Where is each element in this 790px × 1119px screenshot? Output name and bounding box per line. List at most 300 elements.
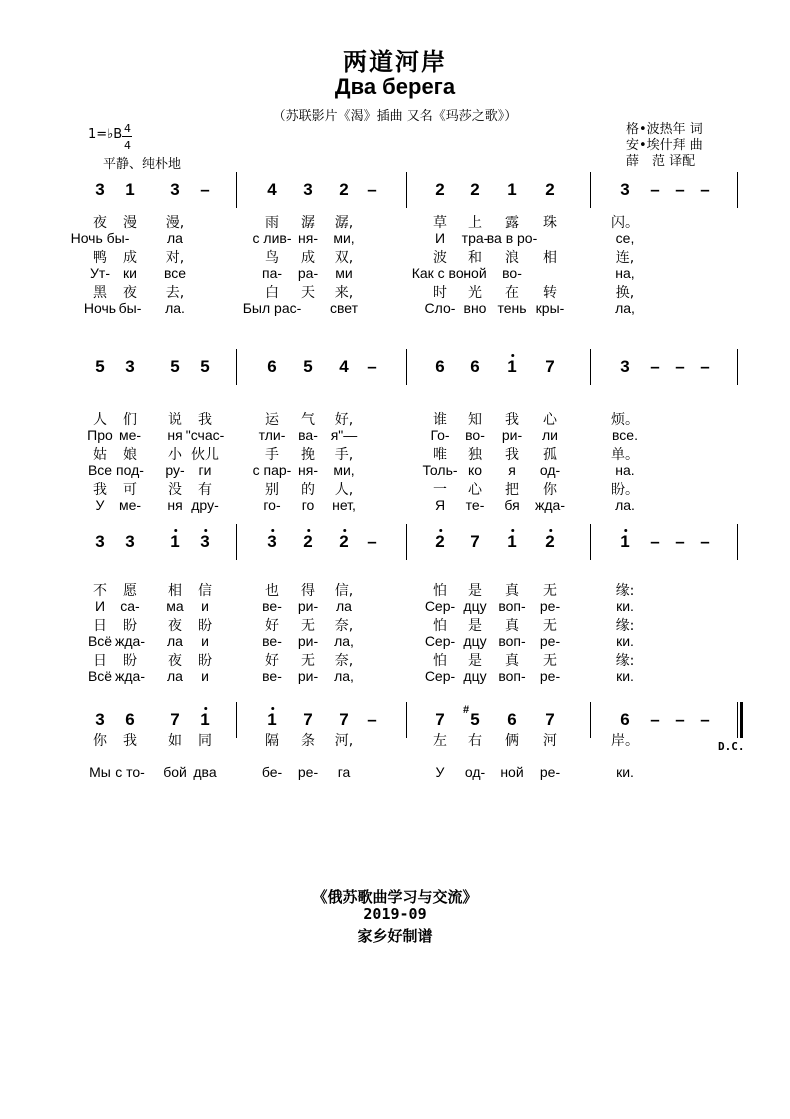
lyric-syllable: вно [463, 299, 487, 316]
lyric-syllable: все [163, 264, 187, 281]
note: 1 [507, 180, 517, 199]
note: 2 [339, 532, 349, 551]
lyric-syllable: те- [465, 496, 485, 513]
barline [406, 524, 407, 560]
lyric-syllable: 你 [93, 733, 107, 749]
lyric-syllable: ла, [615, 299, 635, 316]
lyric-syllable: 单。 [611, 447, 639, 463]
lyric-syllable: ми, [333, 229, 355, 246]
lyric-syllable: 日 [93, 653, 107, 669]
lyric-syllable: 孤 [543, 447, 557, 463]
note: 7 [545, 357, 555, 376]
lyric-syllable: 双, [334, 250, 354, 266]
lyric-syllable: 俩 [505, 733, 519, 749]
lyric-syllable: на, [615, 264, 635, 281]
lyric-syllable: дцу [463, 597, 487, 614]
lyric-syllable: 真 [505, 618, 519, 634]
lyric-syllable: жда- [115, 632, 145, 649]
footer-source: 《俄苏歌曲学习与交流》 [312, 888, 478, 906]
lyric-syllable: 左 [433, 733, 447, 749]
lyric-syllable: и [201, 667, 209, 684]
lyric-syllable: 盼 [198, 653, 212, 669]
lyric-syllable: два [193, 764, 217, 780]
note: 1 [507, 357, 517, 376]
note: 5 [170, 357, 180, 376]
lyric-syllable: ма [166, 597, 184, 614]
lyric-syllable: 缘: [615, 618, 635, 634]
lyric-syllable: 闪。 [611, 215, 639, 231]
lyric-syllable: воп- [498, 597, 526, 614]
lyric-syllable: свет [329, 299, 359, 316]
lyric-syllable: на. [615, 461, 635, 478]
lyric-syllable: го- [263, 496, 281, 513]
lyric-syllable: дцу [463, 632, 487, 649]
barline [236, 702, 237, 738]
lyric-syllable: 潺, [334, 215, 354, 231]
lyric-syllable: ной [463, 264, 487, 281]
lyric-syllable: 娘 [123, 447, 137, 463]
note: 5 [303, 357, 313, 376]
lyric-syllable: Мы [89, 764, 111, 780]
lyric-syllable: ме- [118, 496, 142, 513]
note: 3 [95, 532, 105, 551]
lyric-syllable: 潺 [301, 215, 315, 231]
lyric-syllable: га [337, 764, 351, 780]
note: 3 [620, 180, 630, 199]
lyric-syllable: с то- [115, 764, 145, 780]
lyric-syllable: "счас- [185, 426, 225, 443]
note: 1 [507, 532, 517, 551]
note: 3 [125, 532, 135, 551]
credit-lyricist: 格•波热年 词 [626, 122, 703, 137]
lyric-syllable: воп- [498, 667, 526, 684]
lyric-syllable: 是 [468, 653, 482, 669]
lyric-syllable: У [95, 496, 105, 513]
tempo-marking: 平静、纯朴地 [103, 157, 182, 172]
lyric-syllable: во- [502, 264, 522, 281]
lyric-syllable: 夜 [93, 215, 107, 231]
lyric-syllable: ра- [297, 264, 319, 281]
lyric-syllable: ли [542, 426, 558, 443]
lyric-syllable: 白 [265, 285, 279, 301]
lyric-syllable: са- [120, 597, 140, 614]
note: 3 [200, 532, 210, 551]
lyric-syllable: 独 [468, 447, 482, 463]
barline [590, 702, 591, 738]
lyric-syllable: од- [539, 461, 561, 478]
lyric-syllable: 盼 [123, 653, 137, 669]
lyric-syllable: 人 [93, 412, 107, 428]
note: 6 [470, 357, 480, 376]
lyric-syllable: 无 [543, 653, 557, 669]
lyric-syllable: 伙儿 [191, 447, 219, 463]
lyric-syllable: 盼 [198, 618, 212, 634]
note: 6 [507, 710, 517, 729]
lyric-syllable: 上 [468, 215, 482, 231]
lyric-syllable: жда- [535, 496, 565, 513]
lyric-syllable: 的 [301, 482, 315, 498]
barline [236, 349, 237, 385]
lyric-syllable: 怕 [433, 653, 447, 669]
title-chinese: 两道河岸 [343, 47, 447, 76]
lyric-syllable: 夜 [123, 285, 137, 301]
lyric-syllable: 波 [433, 250, 447, 266]
note-dash: – [700, 710, 710, 729]
note: 5 [200, 357, 210, 376]
barline [236, 524, 237, 560]
lyric-syllable: 夜 [168, 618, 182, 634]
lyric-syllable: 河 [543, 733, 557, 749]
lyric-syllable: 夜 [168, 653, 182, 669]
lyric-syllable: Ночь бы- [70, 229, 130, 246]
note: 3 [125, 357, 135, 376]
lyric-syllable: 烦。 [611, 412, 639, 428]
lyric-syllable: 真 [505, 653, 519, 669]
lyric-syllable: 我 [505, 447, 519, 463]
lyric-syllable: 谁 [433, 412, 447, 428]
lyric-syllable: 我 [93, 482, 107, 498]
lyric-syllable: ре- [539, 764, 561, 780]
sharp-accidental: # [463, 704, 470, 716]
note: 7 [170, 710, 180, 729]
lyric-syllable: 人, [334, 482, 354, 498]
lyric-syllable: ми [335, 264, 353, 281]
lyric-syllable: я"— [330, 426, 358, 443]
lyric-syllable: 漫 [123, 215, 137, 231]
note: 1 [170, 532, 180, 551]
lyric-syllable: ва- [298, 426, 318, 443]
note: 2 [339, 180, 349, 199]
lyric-syllable: ки. [616, 597, 634, 614]
lyric-syllable: бы- [118, 299, 142, 316]
lyric-syllable: И [94, 597, 106, 614]
lyric-syllable: 和 [468, 250, 482, 266]
lyric-syllable: 是 [468, 618, 482, 634]
note: 6 [435, 357, 445, 376]
lyric-syllable: 小 [168, 447, 182, 463]
system-1-notes [0, 178, 790, 202]
lyric-syllable: 来, [334, 285, 354, 301]
lyric-syllable: ки [123, 264, 137, 281]
lyric-syllable: ла [167, 667, 183, 684]
lyric-syllable: ри- [297, 597, 319, 614]
note-dash: – [675, 532, 685, 551]
lyric-syllable: Как с во- [411, 264, 469, 281]
lyric-syllable: Го- [430, 426, 450, 443]
lyric-syllable: 把 [505, 482, 519, 498]
note: 1 [125, 180, 135, 199]
lyric-syllable: Был рас- [242, 299, 302, 316]
lyric-syllable: ки. [616, 764, 634, 780]
lyric-syllable: бя [504, 496, 520, 513]
lyric-syllable: ри- [501, 426, 523, 443]
lyric-syllable: 奈, [334, 618, 354, 634]
lyric-syllable: 缘: [615, 653, 635, 669]
note: 5 [470, 710, 480, 729]
note-dash: – [650, 180, 660, 199]
lyric-syllable: 天 [301, 285, 315, 301]
lyric-syllable: 说 [168, 412, 182, 428]
note: 3 [620, 357, 630, 376]
lyric-syllable: нет, [332, 496, 356, 513]
footer-date: 2019-09 [363, 905, 427, 923]
lyric-syllable: дцу [463, 667, 487, 684]
da-capo-marking: D.C. [718, 740, 745, 753]
lyric-syllable: 右 [468, 733, 482, 749]
note: 7 [435, 710, 445, 729]
lyric-syllable: 好 [265, 653, 279, 669]
lyric-syllable: ре- [539, 667, 561, 684]
lyric-syllable: 换, [615, 285, 635, 301]
lyric-syllable: 相 [543, 250, 557, 266]
note: 3 [170, 180, 180, 199]
lyric-syllable: 雨 [265, 215, 279, 231]
lyric-syllable: ла. [165, 299, 185, 316]
lyric-syllable: 我 [123, 733, 137, 749]
lyric-syllable: ме- [118, 426, 142, 443]
time-signature-bottom: 4 [124, 139, 131, 152]
note-dash: – [650, 357, 660, 376]
lyric-syllable: 转 [543, 285, 557, 301]
note: 3 [303, 180, 313, 199]
lyric-syllable: Все [87, 461, 113, 478]
lyric-syllable: 无 [301, 618, 315, 634]
lyric-syllable: 怕 [433, 583, 447, 599]
system-2-notes [0, 355, 790, 379]
lyric-syllable: 日 [93, 618, 107, 634]
lyric-syllable: Ут- [90, 264, 110, 281]
lyric-syllable: и [201, 632, 209, 649]
lyric-syllable: 心 [468, 482, 482, 498]
lyric-syllable: 知 [468, 412, 482, 428]
barline-end [737, 172, 738, 208]
note: 7 [470, 532, 480, 551]
lyric-syllable: 可 [123, 482, 137, 498]
note: 2 [545, 180, 555, 199]
lyric-syllable: 珠 [543, 215, 557, 231]
title-russian: Два берега [334, 74, 456, 99]
lyric-syllable: ве- [262, 667, 282, 684]
lyric-syllable: ри- [297, 632, 319, 649]
note-dash: – [675, 357, 685, 376]
lyric-syllable: ня [167, 496, 183, 513]
final-barline [740, 702, 743, 738]
lyric-syllable: 光 [468, 285, 482, 301]
barline [406, 702, 407, 738]
lyric-syllable: 如 [168, 733, 182, 749]
lyric-syllable: 真 [505, 583, 519, 599]
lyric-syllable: Сер- [424, 632, 456, 649]
time-signature-line [122, 136, 132, 137]
system-4-notes [0, 704, 790, 732]
lyric-syllable: 盼 [123, 618, 137, 634]
lyric-syllable: ной [500, 764, 524, 780]
note: 3 [95, 710, 105, 729]
lyric-syllable: 成 [123, 250, 137, 266]
note: 7 [303, 710, 313, 729]
lyric-syllable: Сер- [424, 667, 456, 684]
lyric-syllable: ве- [262, 597, 282, 614]
lyric-syllable: ве- [262, 632, 282, 649]
note: 2 [545, 532, 555, 551]
note: 3 [267, 532, 277, 551]
lyric-syllable: И [434, 229, 446, 246]
lyric-syllable: 无 [301, 653, 315, 669]
barline-end [737, 524, 738, 560]
lyric-syllable: Ночь [83, 299, 117, 316]
lyric-syllable: кры- [535, 299, 565, 316]
lyric-syllable: 岸。 [611, 733, 639, 749]
lyric-syllable: 无 [543, 618, 557, 634]
subtitle: （苏联影片《渴》插曲 又名《玛莎之歌》） [272, 109, 518, 124]
lyric-syllable: 手, [334, 447, 354, 463]
lyric-syllable: жда- [115, 667, 145, 684]
note: 2 [435, 532, 445, 551]
note-dash: – [367, 710, 377, 729]
lyric-syllable: тли- [258, 426, 286, 443]
lyric-syllable: ва в ро- [486, 229, 538, 246]
lyric-syllable: 有 [198, 482, 212, 498]
lyric-syllable: 盼。 [611, 482, 639, 498]
barline [590, 349, 591, 385]
note: 1 [200, 710, 210, 729]
lyric-syllable: тра- [461, 229, 489, 246]
lyric-syllable: ми, [333, 461, 355, 478]
lyric-syllable: бой [163, 764, 187, 780]
lyric-syllable: 我 [505, 412, 519, 428]
note-dash: – [200, 180, 210, 199]
lyric-syllable: 鸟 [265, 250, 279, 266]
note: 7 [339, 710, 349, 729]
lyric-syllable: с лив- [252, 229, 292, 246]
lyric-syllable: бе- [261, 764, 283, 780]
lyric-syllable: ги [198, 461, 212, 478]
lyric-syllable: ре- [539, 597, 561, 614]
note: 1 [267, 710, 277, 729]
lyric-syllable: дру- [191, 496, 219, 513]
lyric-syllable: 相 [168, 583, 182, 599]
lyric-syllable: 姑 [93, 447, 107, 463]
lyric-syllable: 黑 [93, 285, 107, 301]
lyric-syllable: 运 [265, 412, 279, 428]
note: 6 [620, 710, 630, 729]
system-3-notes [0, 530, 790, 554]
lyric-syllable: воп- [498, 632, 526, 649]
lyric-syllable: 草 [433, 215, 447, 231]
lyric-syllable: 去, [165, 285, 185, 301]
note: 7 [545, 710, 555, 729]
note: 3 [95, 180, 105, 199]
lyric-syllable: 心 [543, 412, 557, 428]
barline [406, 349, 407, 385]
lyric-syllable: ла, [334, 632, 354, 649]
note: 6 [267, 357, 277, 376]
lyric-syllable: 无 [543, 583, 557, 599]
lyric-syllable: 没 [168, 482, 182, 498]
lyric-syllable: ки. [616, 632, 634, 649]
lyric-syllable: 缘: [615, 583, 635, 599]
lyric-syllable: го [301, 496, 315, 513]
lyric-syllable: Сер- [424, 597, 456, 614]
lyric-syllable: 是 [468, 583, 482, 599]
lyric-syllable: 鸭 [93, 250, 107, 266]
lyric-syllable: У [435, 764, 445, 780]
barline-end [737, 349, 738, 385]
lyric-syllable: ки. [616, 667, 634, 684]
lyric-syllable: 对, [165, 250, 185, 266]
lyric-syllable: 信 [198, 583, 212, 599]
lyric-syllable: 好 [265, 618, 279, 634]
lyric-syllable: ня [167, 426, 183, 443]
lyric-syllable: 连, [615, 250, 635, 266]
lyric-syllable: 河, [334, 733, 354, 749]
note-dash: – [650, 710, 660, 729]
lyric-syllable: 不 [93, 583, 107, 599]
lyric-syllable: 露 [505, 215, 519, 231]
note-dash: – [700, 532, 710, 551]
barline [590, 524, 591, 560]
lyric-syllable: Сло- [424, 299, 456, 316]
lyric-syllable: 好, [334, 412, 354, 428]
lyric-syllable: 你 [543, 482, 557, 498]
note: 1 [620, 532, 630, 551]
lyric-syllable: ла [167, 632, 183, 649]
lyric-syllable: 成 [301, 250, 315, 266]
lyric-syllable: 浪 [505, 250, 519, 266]
lyric-syllable: 别 [265, 482, 279, 498]
lyric-syllable: все. [612, 426, 638, 443]
lyric-syllable: и [201, 597, 209, 614]
note-dash: – [367, 532, 377, 551]
lyric-syllable: ру- [165, 461, 185, 478]
note-dash: – [367, 180, 377, 199]
note-dash: – [367, 357, 377, 376]
lyric-syllable: Я [434, 496, 446, 513]
time-signature-top: 4 [124, 122, 131, 135]
lyric-syllable: Всё [87, 667, 113, 684]
lyric-syllable: ри- [297, 667, 319, 684]
note: 6 [125, 710, 135, 729]
lyric-syllable: 愿 [123, 583, 137, 599]
lyric-syllable: од- [464, 764, 486, 780]
lyric-syllable: 时 [433, 285, 447, 301]
credit-composer: 安•埃什拜 曲 [626, 138, 703, 153]
lyric-syllable: 气 [301, 412, 315, 428]
note: 2 [470, 180, 480, 199]
footer-maker: 家乡好制谱 [357, 927, 433, 945]
lyric-syllable: 得 [301, 583, 315, 599]
lyric-syllable: ня- [298, 461, 318, 478]
lyric-syllable: 奈, [334, 653, 354, 669]
lyric-syllable: 信, [334, 583, 354, 599]
lyric-syllable: ла. [615, 496, 635, 513]
lyric-syllable: тень [497, 299, 527, 316]
barline [236, 172, 237, 208]
lyric-syllable: 一 [433, 482, 447, 498]
note-dash: – [675, 710, 685, 729]
lyric-syllable: во- [465, 426, 485, 443]
lyric-syllable: ре- [539, 632, 561, 649]
lyric-syllable: 手 [265, 447, 279, 463]
lyric-syllable: ла [167, 229, 183, 246]
lyric-syllable: па- [261, 264, 283, 281]
lyric-syllable: с пар- [252, 461, 292, 478]
note: 4 [267, 180, 277, 199]
lyric-syllable: я [508, 461, 516, 478]
lyric-syllable: Всё [87, 632, 113, 649]
note: 4 [339, 357, 349, 376]
lyric-syllable: 条 [301, 733, 315, 749]
